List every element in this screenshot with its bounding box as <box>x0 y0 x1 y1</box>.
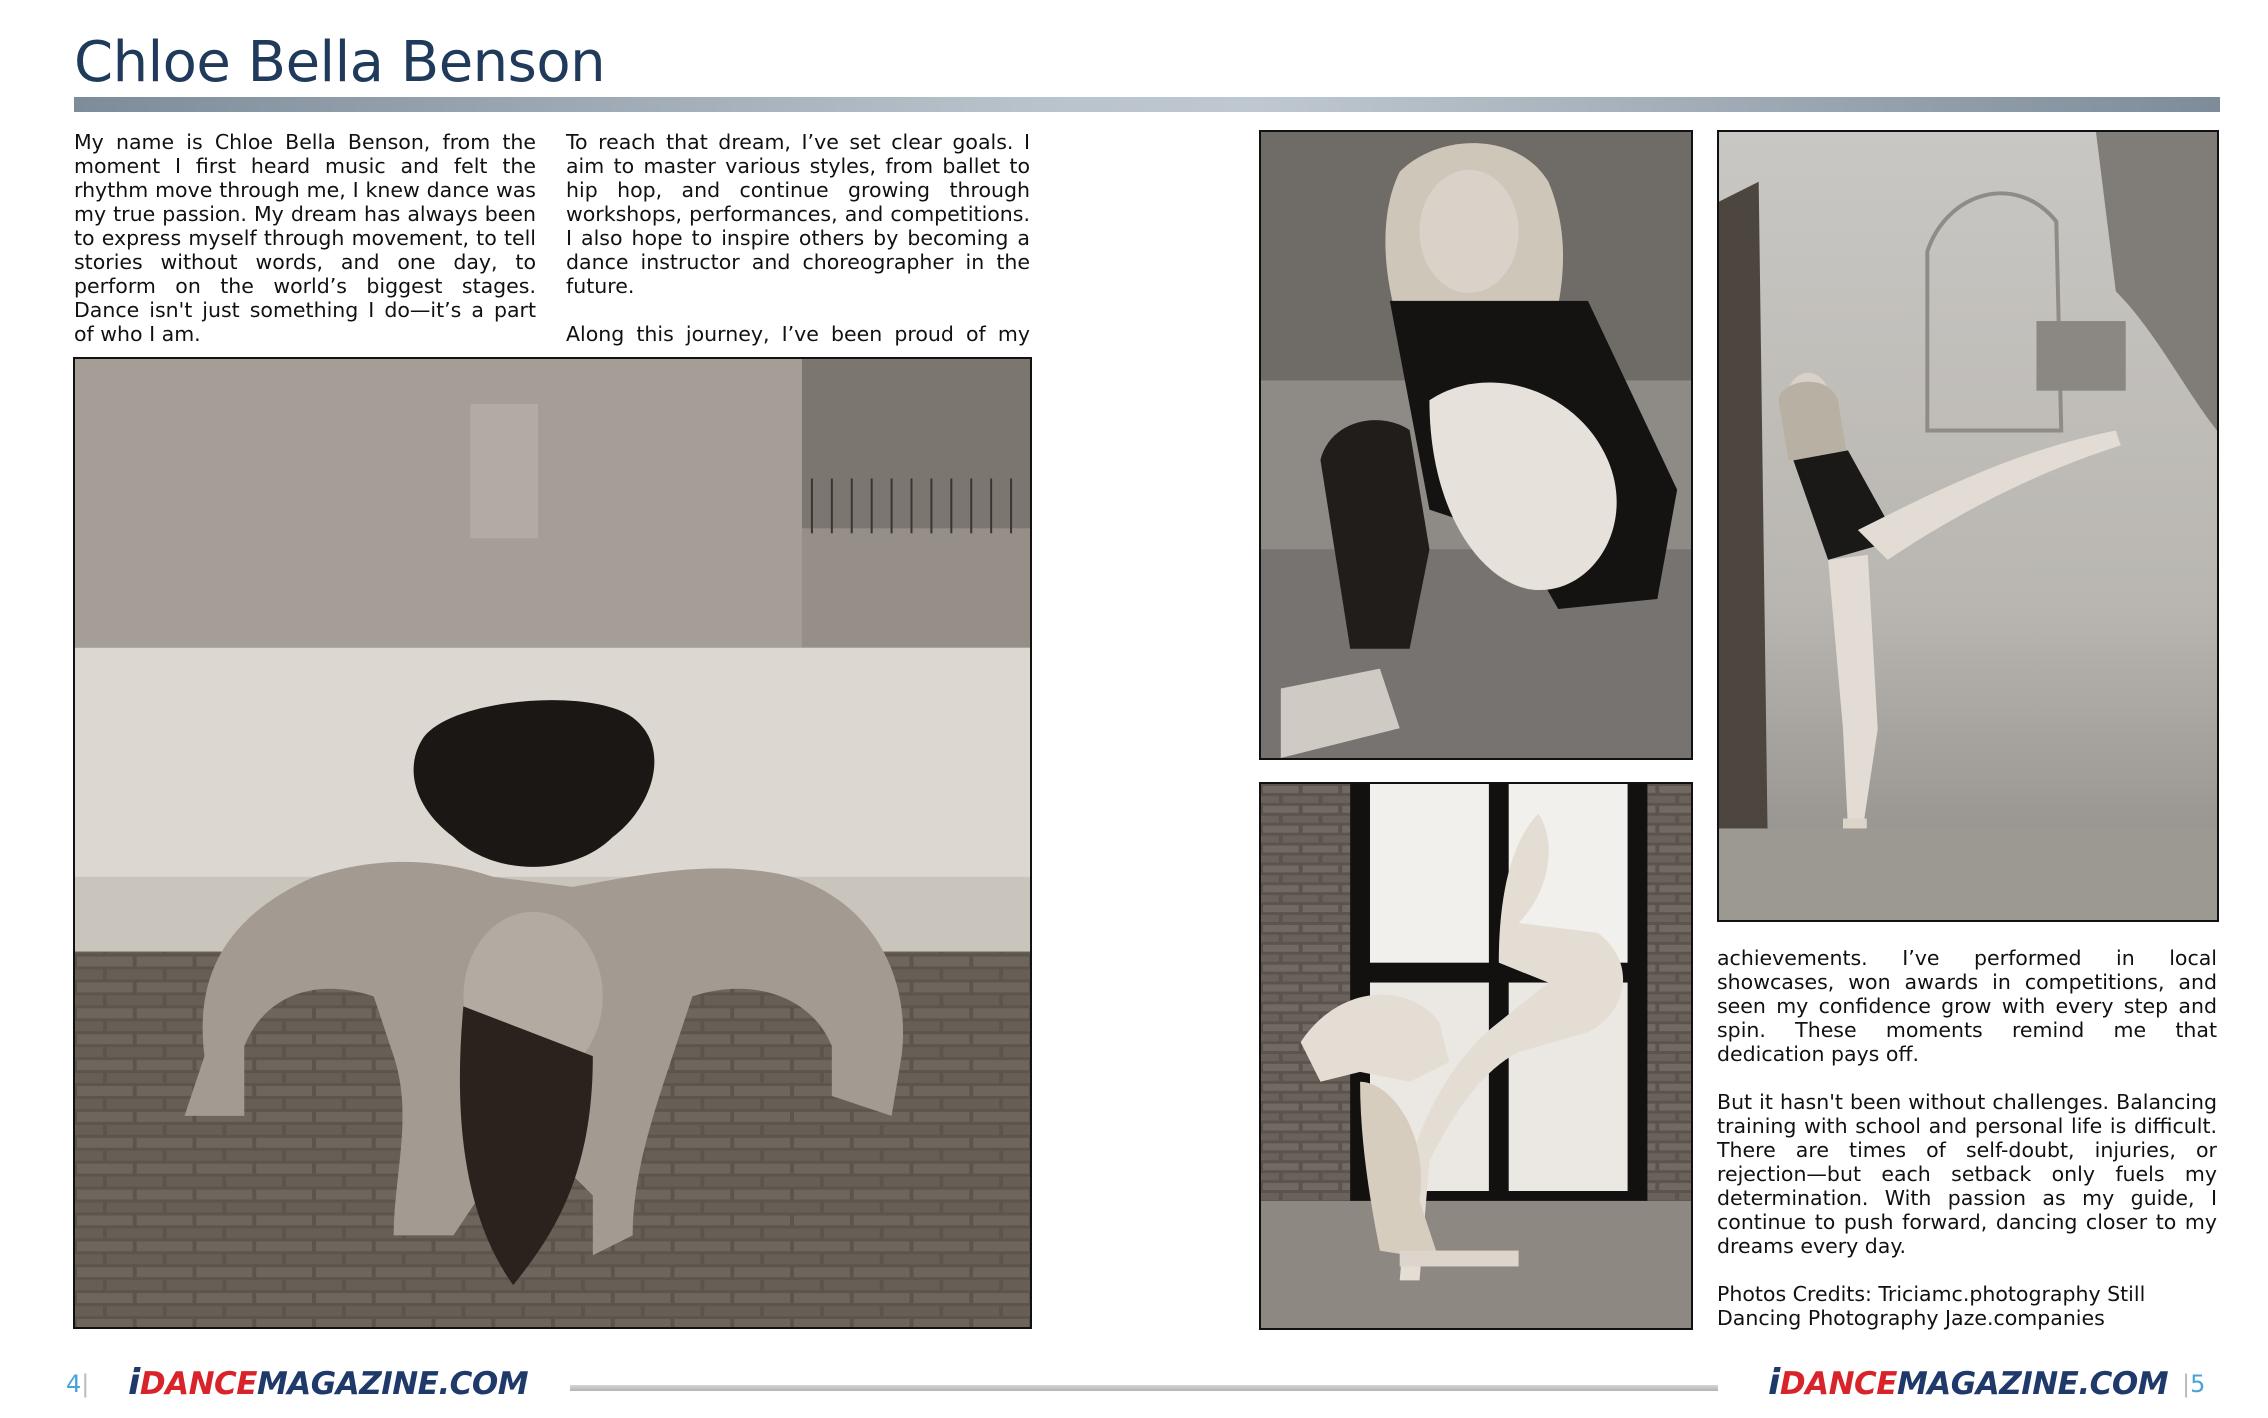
paragraph: To reach that dream, I’ve set clear goals. I aim to master various styles, from ballet to hip hop, and continue growing through workshops, performances, and competitions. I also hope to inspire others by becoming a dance instructor and choreographer in the future. <box>566 130 1030 298</box>
logo-rest: MAGAZINE.COM <box>1896 1366 2169 1402</box>
logo-i: i <box>128 1362 140 1403</box>
separator: | <box>2182 1370 2191 1398</box>
paragraph: But it hasn't been without challenges. Balancing training with school and personal life is difficult. There are times of self-doubt, injuries, or rejection—but each setback only fuels my determination. With passion as my guide, I continue to push forward, dancing closer to my dreams every day. <box>1717 1090 2217 1258</box>
magazine-logo-left[interactable] <box>128 1362 528 1403</box>
page-number-right <box>2182 1370 2205 1398</box>
logo-dance: DANCE <box>1779 1366 1897 1402</box>
page-number: 4 <box>66 1370 82 1398</box>
magazine-logo-right[interactable] <box>1768 1362 2168 1403</box>
paragraph: My name is Chloe Bella Benson, from the moment I first heard music and felt the rhythm move through me, I knew dance was my true passion. My dream has always been to express myself through movement, to tell stories without words, and one day, to perform on the world’s biggest stages. Dance isn't just something I do—it’s a part of who I am. <box>74 130 536 346</box>
logo-i: i <box>1768 1362 1780 1403</box>
page-number-left <box>66 1370 89 1398</box>
logo-rest: MAGAZINE.COM <box>256 1366 529 1402</box>
photo-arabesque <box>1717 130 2219 922</box>
separator: | <box>81 1370 90 1398</box>
photo-handstand <box>1259 782 1693 1330</box>
paragraph: achievements. I’ve performed in local showcases, won awards in competitions, and seen my confidence grow with every step and spin. These moments remind me that dedication pays off. <box>1717 946 2217 1066</box>
logo-dance: DANCE <box>139 1366 257 1402</box>
photo-credits: Photos Credits: Triciamc.photography Still Dancing Photography Jaze.companies <box>1717 1282 2146 1330</box>
article-title: Chloe Bella Benson <box>74 30 606 95</box>
paragraph: Along this journey, I’ve been proud of my <box>566 322 1030 346</box>
page-number: 5 <box>2190 1370 2206 1398</box>
footer-rule <box>570 1385 1718 1391</box>
title-rule <box>74 97 2220 112</box>
text-column-1 <box>74 130 536 370</box>
photo-seated <box>1259 130 1693 760</box>
text-column-2 <box>566 130 1030 370</box>
text-column-3 <box>1717 946 2217 1354</box>
photo-backbend <box>73 357 1032 1329</box>
